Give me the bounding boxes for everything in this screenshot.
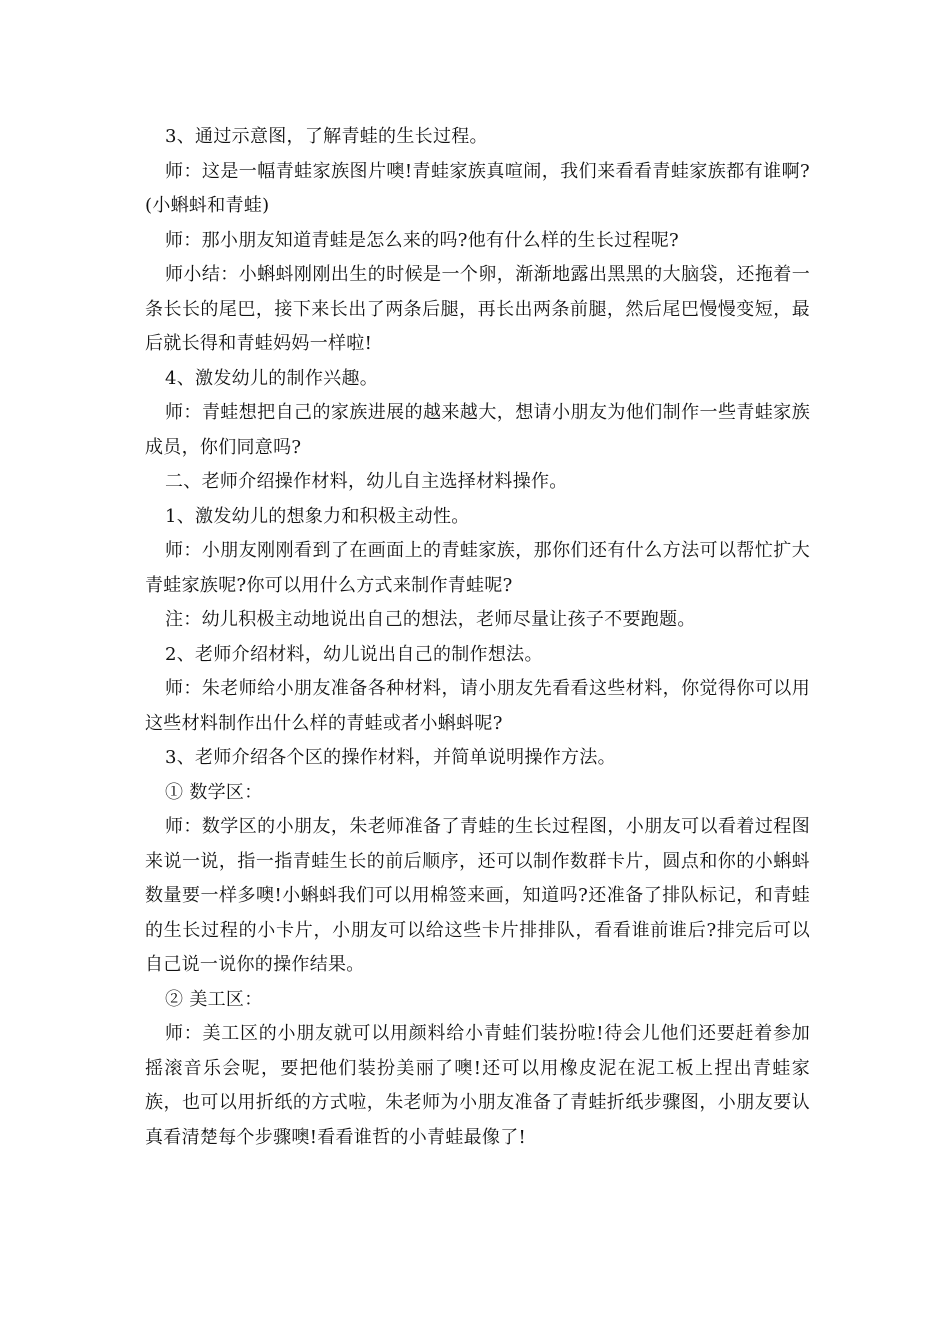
paragraph-step-3: 3、通过示意图，了解青蛙的生长过程。 [165,126,488,147]
paragraph-math-area-text: 师：数学区的小朋友，朱老师准备了青蛙的生长过程图，小朋友可以看着过程图来说一说，指一指青蛙生长的前后顺序，还可以制作数群卡片，圆点和你的小蝌蚪数量要一样多噢!小蝌蚪我们可以用棉签来画，知道吗?还准备了排队标记，和青蛙的生长过程的小卡片，小朋友可以给这些卡片排排队，看看谁前谁后?排完后可以自己说一说你的操作结果。 [145,816,810,975]
paragraph-teacher-summary: 师小结：小蝌蚪刚刚出生的时候是一个卵，渐渐地露出黑黑的大脑袋，还拖着一条长长的尾巴，接下来长出了两条后腿，再长出两条前腿，然后尾巴慢慢变短，最后就长得和青蛙妈妈一样啦! [145,264,810,354]
document-body [145,120,810,1155]
paragraph-teacher-invite: 师：青蛙想把自己的家族进展的越来越大，想请小朋友为他们制作一些青蛙家族成员，你们同意吗? [145,402,810,458]
paragraph-step-3-areas: 3、老师介绍各个区的操作材料，并简单说明操作方法。 [165,747,616,768]
paragraph-art-area-heading: ② 美工区： [165,988,263,1010]
paragraph-math-area-heading: ① 数学区： [165,781,263,803]
paragraph-art-area-text: 师：美工区的小朋友就可以用颜料给小青蛙们装扮啦!待会儿他们还要赶着参加摇滚音乐会呢，要把他们装扮美丽了噢!还可以用橡皮泥在泥工板上捏出青蛙家族，也可以用折纸的方式啦，朱老师为小朋友准备了青蛙折纸步骤图，小朋友要认真看清楚每个步骤噢!看看谁哲的小青蛙最像了! [145,1023,810,1148]
paragraph-step-4: 4、激发幼儿的制作兴趣。 [165,367,379,389]
paragraph-step-2: 2、老师介绍材料，幼儿说出自己的制作想法。 [165,643,543,665]
paragraph-teacher-methods: 师：小朋友刚刚看到了在画面上的青蛙家族，那你们还有什么方法可以帮忙扩大青蛙家族呢?你可以用什么方式来制作青蛙呢? [145,540,810,596]
paragraph-teacher-frog-family: 师：这是一幅青蛙家族图片噢!青蛙家族真喧闹，我们来看看青蛙家族都有谁啊?(小蝌蚪和青蛙) [145,160,810,216]
paragraph-note: 注：幼儿积极主动地说出自己的想法，老师尽量让孩子不要跑题。 [165,609,696,630]
paragraph-section-2: 二、老师介绍操作材料，幼儿自主选择材料操作。 [165,471,568,492]
paragraph-step-1: 1、激发幼儿的想象力和积极主动性。 [165,505,470,527]
paragraph-teacher-materials: 师：朱老师给小朋友准备各种材料，请小朋友先看看这些材料，你觉得你可以用这些材料制作出什么样的青蛙或者小蝌蚪呢? [145,678,810,734]
paragraph-teacher-question: 师：那小朋友知道青蛙是怎么来的吗?他有什么样的生长过程呢? [165,229,679,251]
